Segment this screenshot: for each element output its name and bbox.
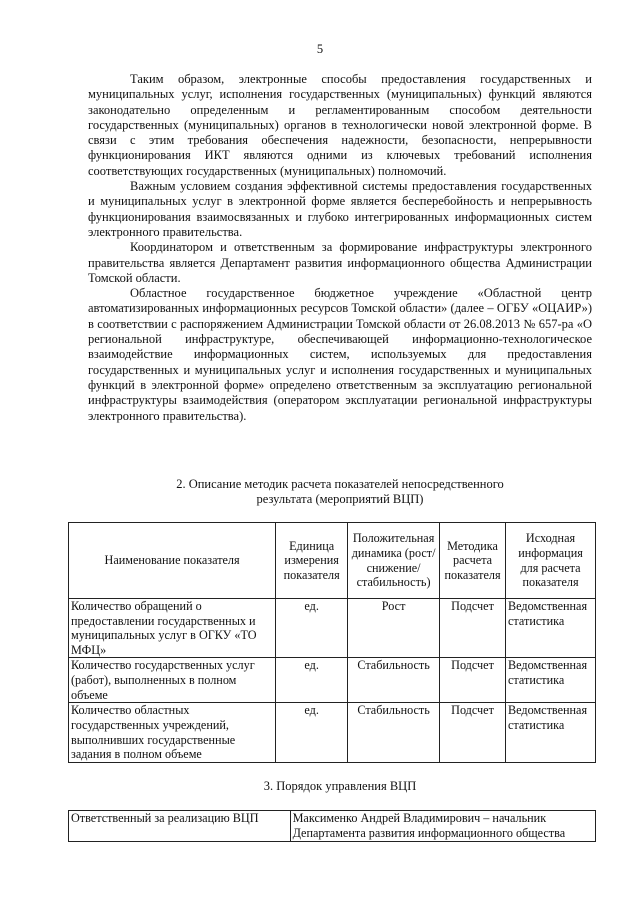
indicator-unit: ед. bbox=[276, 703, 348, 762]
section-2-title bbox=[88, 477, 592, 508]
table-row bbox=[69, 658, 596, 703]
header-unit: Единица измерения показателя bbox=[276, 523, 348, 599]
indicator-name: Количество областных государственных учреждений, выполнивших государственные задания в полном объеме bbox=[69, 703, 276, 762]
table-row bbox=[69, 599, 596, 658]
indicator-method: Подсчет bbox=[440, 599, 506, 658]
indicators-table bbox=[68, 522, 596, 763]
responsible-value: Максименко Андрей Владимирович – начальник Департамента развития информационного общества bbox=[290, 811, 595, 842]
paragraph: Координатором и ответственным за формирование инфраструктуры электронного правительства является Департамент развития информационного общества Администрации Томской области. bbox=[88, 240, 592, 285]
indicator-method: Подсчет bbox=[440, 658, 506, 703]
management-table bbox=[68, 810, 596, 842]
table-header-row bbox=[69, 523, 596, 599]
section-2-title-line-1: 2. Описание методик расчета показателей непосредственного bbox=[176, 477, 504, 491]
paragraph: Важным условием создания эффективной системы предоставления государственных и муниципальных услуг в электронной форме является бесперебойность и непрерывность функционирования взаимосвязанных и глубоко интегрированных информационных систем электронного правительства. bbox=[88, 179, 592, 239]
header-method: Методика расчета показателя bbox=[440, 523, 506, 599]
indicator-source: Ведомственная статистика bbox=[506, 658, 596, 703]
section-3-title: 3. Порядок управления ВЦП bbox=[263, 779, 417, 793]
indicator-dynamics: Рост bbox=[348, 599, 440, 658]
table-row bbox=[69, 703, 596, 762]
header-indicator-name: Наименование показателя bbox=[69, 523, 276, 599]
header-source: Исходная информация для расчета показателя bbox=[506, 523, 596, 599]
indicator-source: Ведомственная статистика bbox=[506, 703, 596, 762]
indicator-unit: ед. bbox=[276, 599, 348, 658]
body-text bbox=[88, 72, 592, 424]
indicator-dynamics: Стабильность bbox=[348, 703, 440, 762]
table-row bbox=[69, 811, 596, 842]
header-dynamics: Положительная динамика (рост/ снижение/ стабильность) bbox=[348, 523, 440, 599]
indicator-unit: ед. bbox=[276, 658, 348, 703]
indicator-name: Количество государственных услуг (работ), выполненных в полном объеме bbox=[69, 658, 276, 703]
section-2-title-line-2: результата (мероприятий ВЦП) bbox=[256, 492, 424, 507]
page-number: 5 bbox=[316, 42, 324, 56]
responsible-label: Ответственный за реализацию ВЦП bbox=[69, 811, 291, 842]
indicator-method: Подсчет bbox=[440, 703, 506, 762]
paragraph: Таким образом, электронные способы предоставления государственных и муниципальных услуг, исполнения государственных (муниципальных) функций являются законодательно определенным и регламентированным способом деятельности государственных (муниципальных) органов в технологически новой электронной форме. В связи с этим требования обеспечения надежности, безопасности, непрерывности функционирования ИКТ являются одними из ключевых требований исполнения соответствующих государственных (муниципальных) полномочий. bbox=[88, 72, 592, 178]
paragraph: Областное государственное бюджетное учреждение «Областной центр автоматизированных информационных ресурсов Томской области» (далее – ОГБУ «ОЦАИР») в соответствии с распоряжением Администрации Томской области от 26.08.2013 № 657-ра «О региональной инфраструктуре, обеспечивающей информационно-технологическое взаимодействие информационных систем, используемых для предоставления государственных и муниципальных услуг и исполнения государственных и муниципальных функций в электронной форме» определено ответственным за эксплуатацию региональной инфраструктуры взаимодействия (оператором эксплуатации региональной инфраструктуры электронного правительства). bbox=[88, 286, 592, 423]
indicator-source: Ведомственная статистика bbox=[506, 599, 596, 658]
indicator-name: Количество обращений о предоставлении государственных и муниципальных услуг в ОГКУ «ТО МФЦ» bbox=[69, 599, 276, 658]
indicator-dynamics: Стабильность bbox=[348, 658, 440, 703]
